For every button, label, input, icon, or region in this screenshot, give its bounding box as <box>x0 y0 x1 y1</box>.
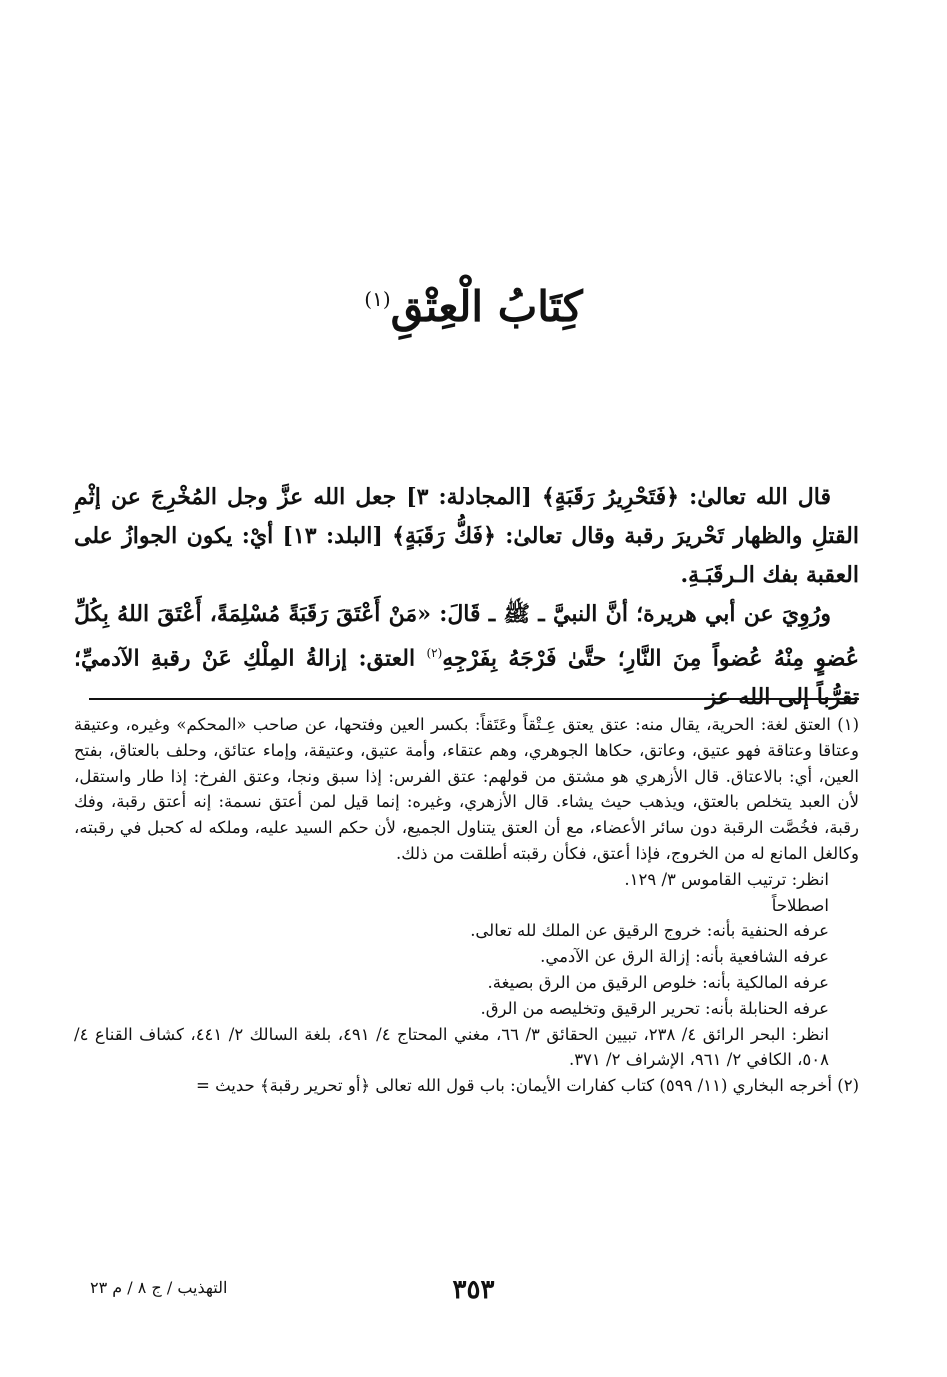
footnotes <box>74 712 859 1099</box>
footnote-1-see-2: انظر: البحر الرائق ٤/ ٢٣٨، تبيين الحقائق ٣/ ٦٦، مغني المحتاج ٤/ ٤٩١، بلغة السالك ٢/ ٤٤١، كشاف القناع ٤/ ٥٠٨، الكافي ٢/ ٩٦١، الإشراف ٢/ ٣٧١. <box>74 1024 830 1070</box>
paragraph-2-part-a: ورُوِيَ عن أبي هريرة؛ أنَّ النبيَّ ـ ﷺ ـ قَالَ: «مَنْ أَعْتَقَ رَقَبَةً مُسْلِمَةً، أَعْتَقَ اللهُ بِكُلِّ عُضوٍ مِنْهُ عُضواً مِنَ النَّارِ؛ حتَّىٰ فَرْجَهُ بِفَرْجِهِ <box>74 601 859 672</box>
footnote-1-term-heading: اصطلاحاً <box>771 895 829 915</box>
paragraph-1: قال الله تعالىٰ: ﴿فَتَحْرِيرُ رَقَبَةٍ﴾ [المجادلة: ٣] جعل الله عزَّ وجل المُخْرِجَ عن إثْمِ القتلِ والظهار تَحْريرَ رقبة وقال تعالىٰ: ﴿فَكُّ رَقَبَةٍ﴾ [البلد: ١٣] أيْ: يكون الجوازُ على العقبة بفك الـرقَبَـةِ. <box>74 484 859 588</box>
footnote-1-text: العتق لغة: الحرية، يقال منه: عتق يعتق عِـتْقاً وعَتَقاً: بكسر العين وفتحها، عن صاحب «المحكم» وغيره، وعتيقة وعتاقا وعتاقة فهو عتيق، وعاتق، حكاها الجوهري، وهم عتقاء، وأمة عتيق، وعتيقة، وإماء عتائق، وحلف بالعتاق، بفتح العين، أي: بالاعتاق. قال الأزهري هو مشتق من قولهم: عتق الفرس: إذا سبق ونجا، وعتق الفرخ: إذا طار واستقل، لأن العبد يتخلص بالعتق، ويذهب حيث يشاء. قال الأزهري، وغيره: إنما قيل لمن أعتق نسمة: إنه أعتق رقبة، وفك رقبة، فخُصَّت الرقبة دون سائر الأعضاء، مع أن العتق يتناول الجميع، لأن حكم السيد عليه، وملكه له كحبل في رقبته، وكالغل المانع له من الخروج، فإذا أعتق، فكأن رقبته أطلقت من ذلك. <box>74 715 859 863</box>
footnote-1-hanbali-def: عرفه الحنابلة بأنه: تحرير الرقيق وتخليصه من الرق. <box>480 998 829 1018</box>
paragraph-2-part-b: العتق: إزالةُ المِلْكِ عَنْ رقبةِ الآدميِّ؛ تقرُّباً إلى الله عز <box>74 645 859 711</box>
footnote-2-text: أخرجه البخاري (١١/ ٥٩٩) كتاب كفارات الأيمان: باب قول الله تعالى ﴿أو تحرير رقبة﴾ حديث = <box>196 1076 832 1096</box>
footnote-1-shafii-def: عرفه الشافعية بأنه: إزالة الرق عن الآدمي. <box>540 947 829 967</box>
chapter-footnote-ref: (١) <box>364 287 391 311</box>
page-number: ٣٥٣ <box>452 1275 495 1305</box>
footnote-ref-2: (٢) <box>426 646 443 660</box>
chapter-title <box>0 282 947 331</box>
footnote-1-maliki-def: عرفه المالكية بأنه: خلوص الرقيق من الرق بصيغة. <box>487 972 829 992</box>
footnote-1-number: (١) <box>837 715 859 734</box>
footnote-separator <box>89 698 859 700</box>
footnote-2 <box>74 1073 859 1099</box>
main-text <box>74 478 859 717</box>
footnote-2-number: (٢) <box>837 1076 859 1096</box>
footnote-1-see-1: انظر: ترتيب القاموس ٣/ ١٢٩. <box>624 869 829 889</box>
footnote-1 <box>74 712 859 867</box>
chapter-title-text: كِتَابُ الْعِتْقِ <box>390 282 583 331</box>
footnote-1-hanafi-def: عرفه الحنفية بأنه: خروج الرقيق عن الملك لله تعالى. <box>470 921 829 941</box>
printer-signature: التهذيب / ج ٨ / م ٢٣ <box>90 1278 228 1297</box>
